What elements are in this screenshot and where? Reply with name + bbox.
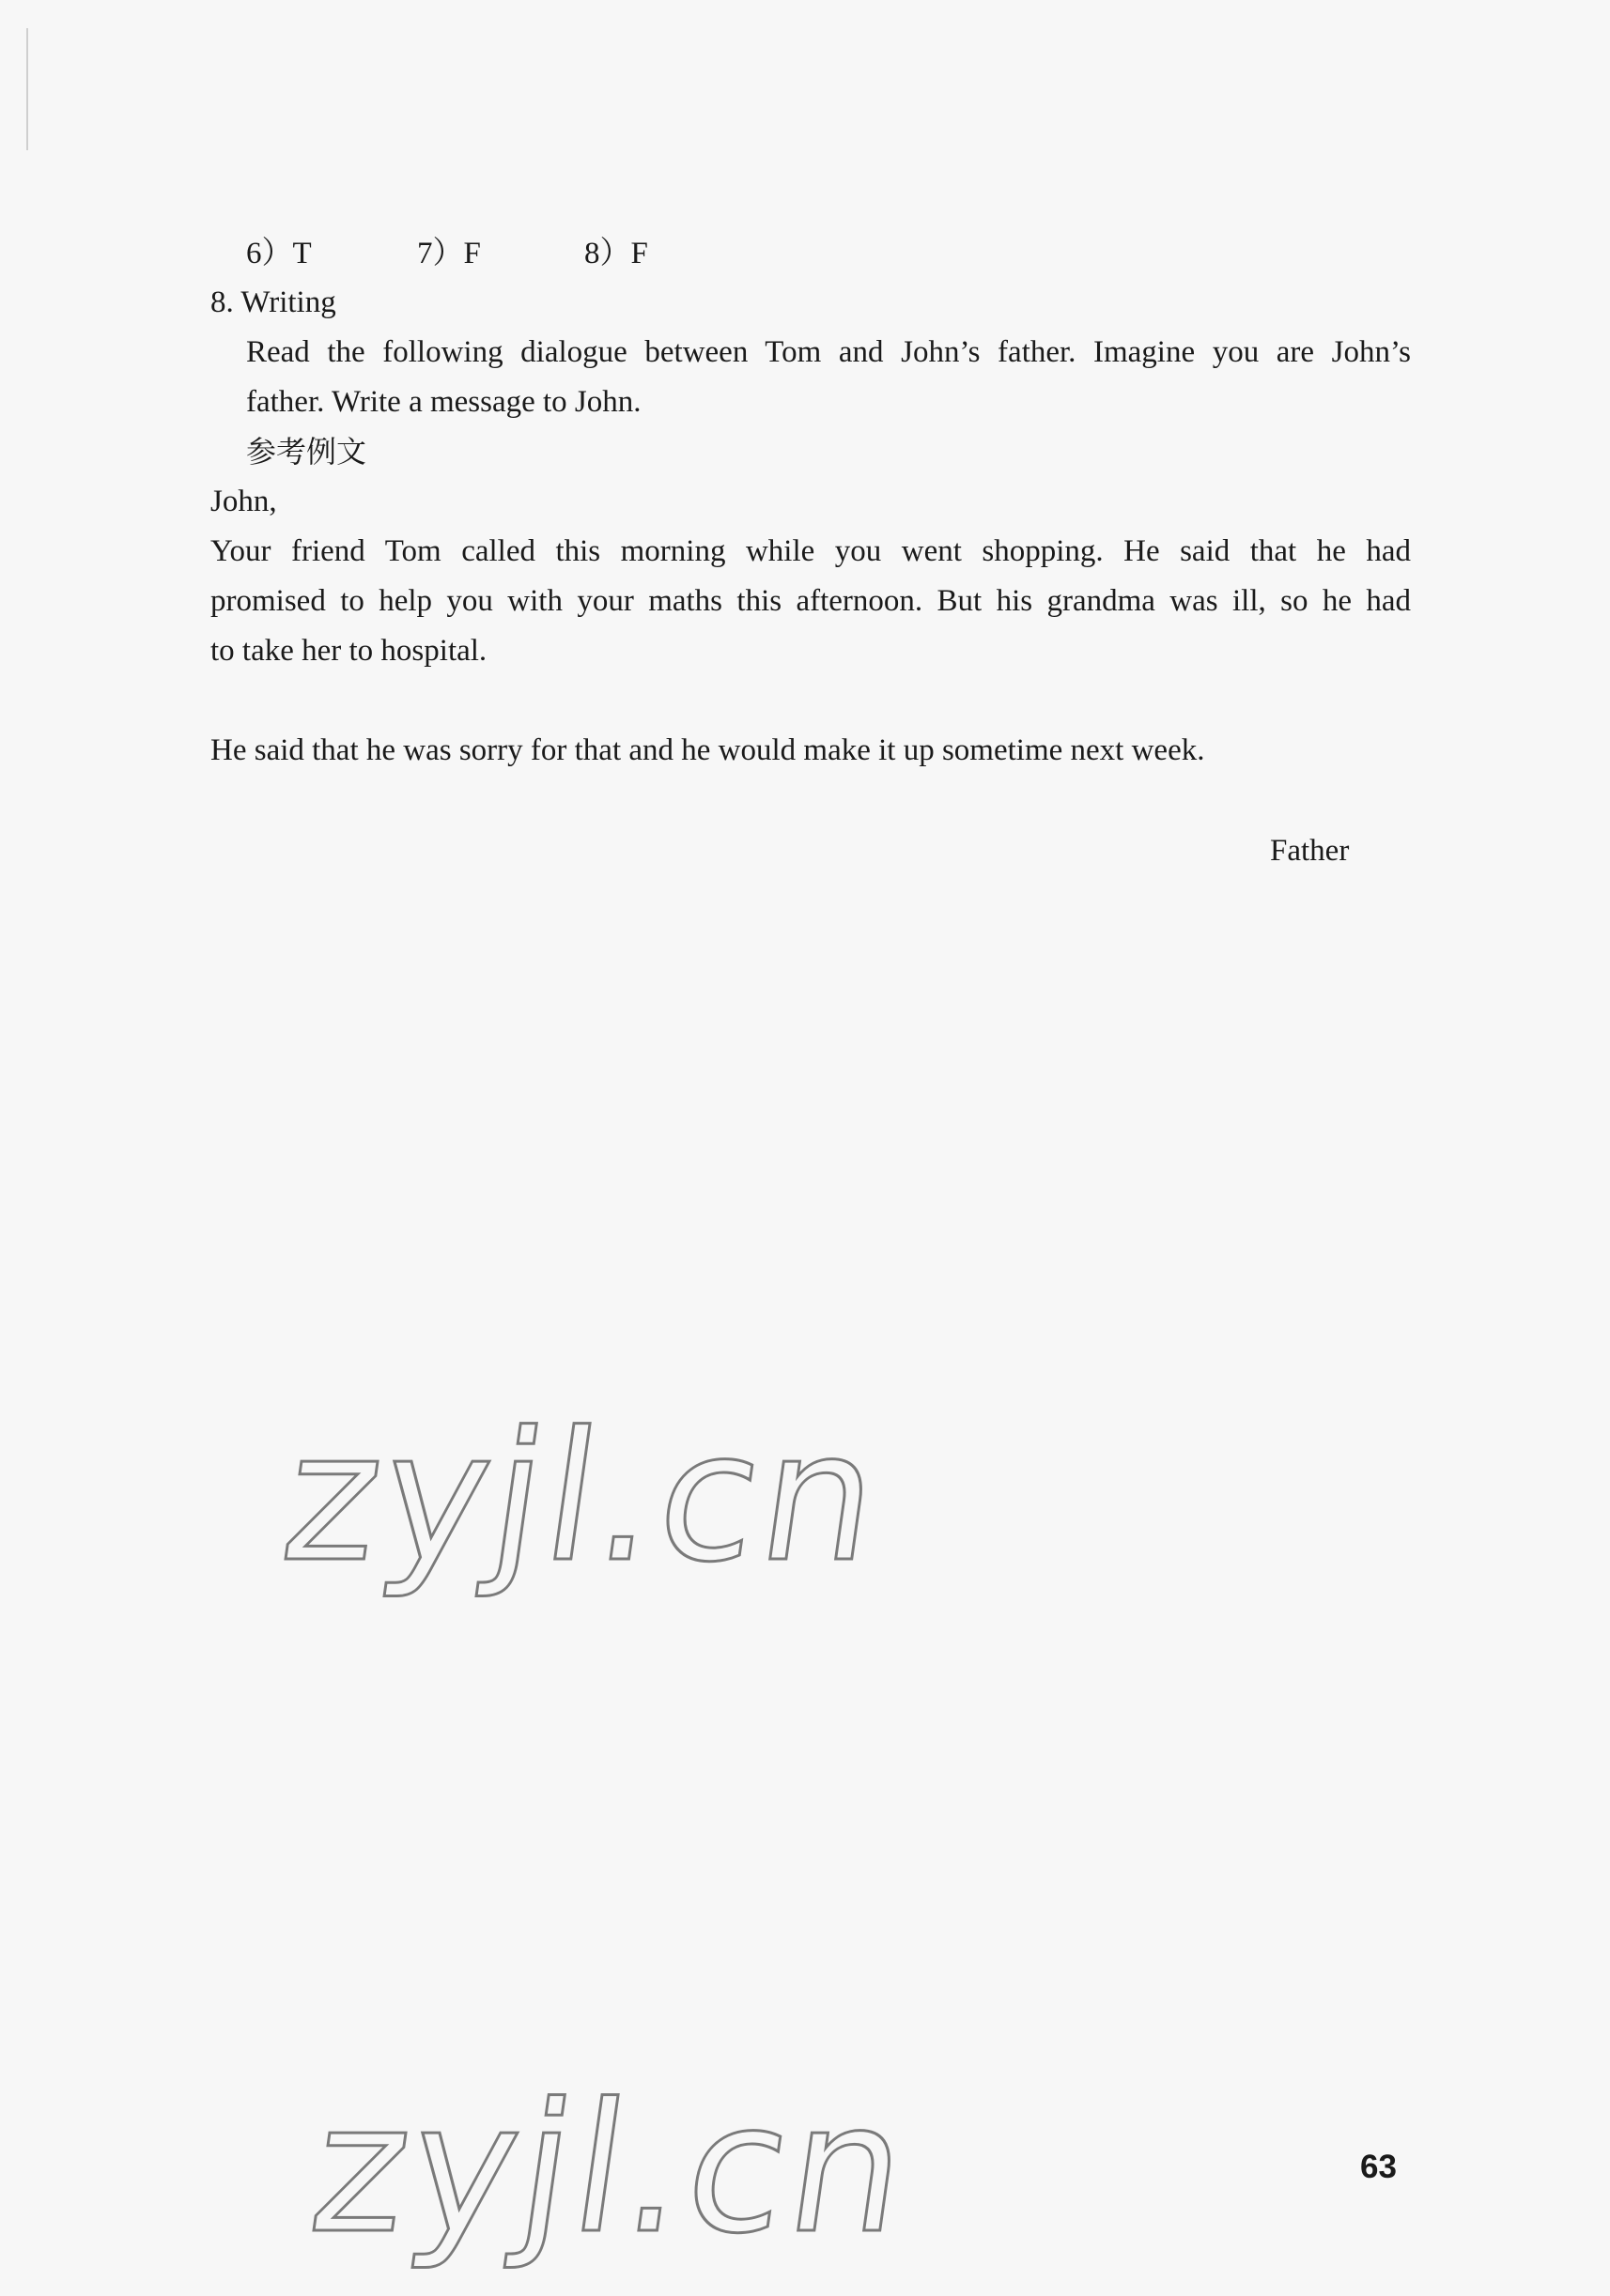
letter-line-3: to take her to hospital. bbox=[210, 634, 488, 668]
answer-item-8: 8）F bbox=[584, 237, 648, 270]
answer-row bbox=[246, 235, 735, 272]
watermark-logo: zyjl.cn bbox=[271, 1394, 894, 1601]
page-number: 63 bbox=[1360, 2149, 1397, 2185]
page-edge-line bbox=[26, 28, 28, 150]
letter-signature: Father bbox=[1270, 834, 1350, 868]
letter-salutation: John, bbox=[210, 485, 277, 518]
sample-essay-label: 参考例文 bbox=[246, 434, 367, 470]
instruction-line-2: father. Write a message to John. bbox=[246, 385, 642, 419]
letter-line-1: Your friend Tom called this morning while you went shopping. He said that he had bbox=[210, 534, 1411, 568]
letter-line-4: He said that he was sorry for that and he would make it up sometime next week. bbox=[210, 733, 1205, 767]
watermark-logo: zyjl.cn bbox=[300, 2065, 922, 2273]
answer-item-7: 7）F bbox=[417, 237, 481, 270]
letter-line-2: promised to help you with your maths this afternoon. But his grandma was ill, so he had bbox=[210, 584, 1411, 618]
answer-item-6: 6）T bbox=[246, 237, 312, 270]
instruction-line-1: Read the following dialogue between Tom and John’s father. Imagine you are John’s bbox=[246, 335, 1411, 369]
section-heading: 8. Writing bbox=[210, 285, 336, 319]
